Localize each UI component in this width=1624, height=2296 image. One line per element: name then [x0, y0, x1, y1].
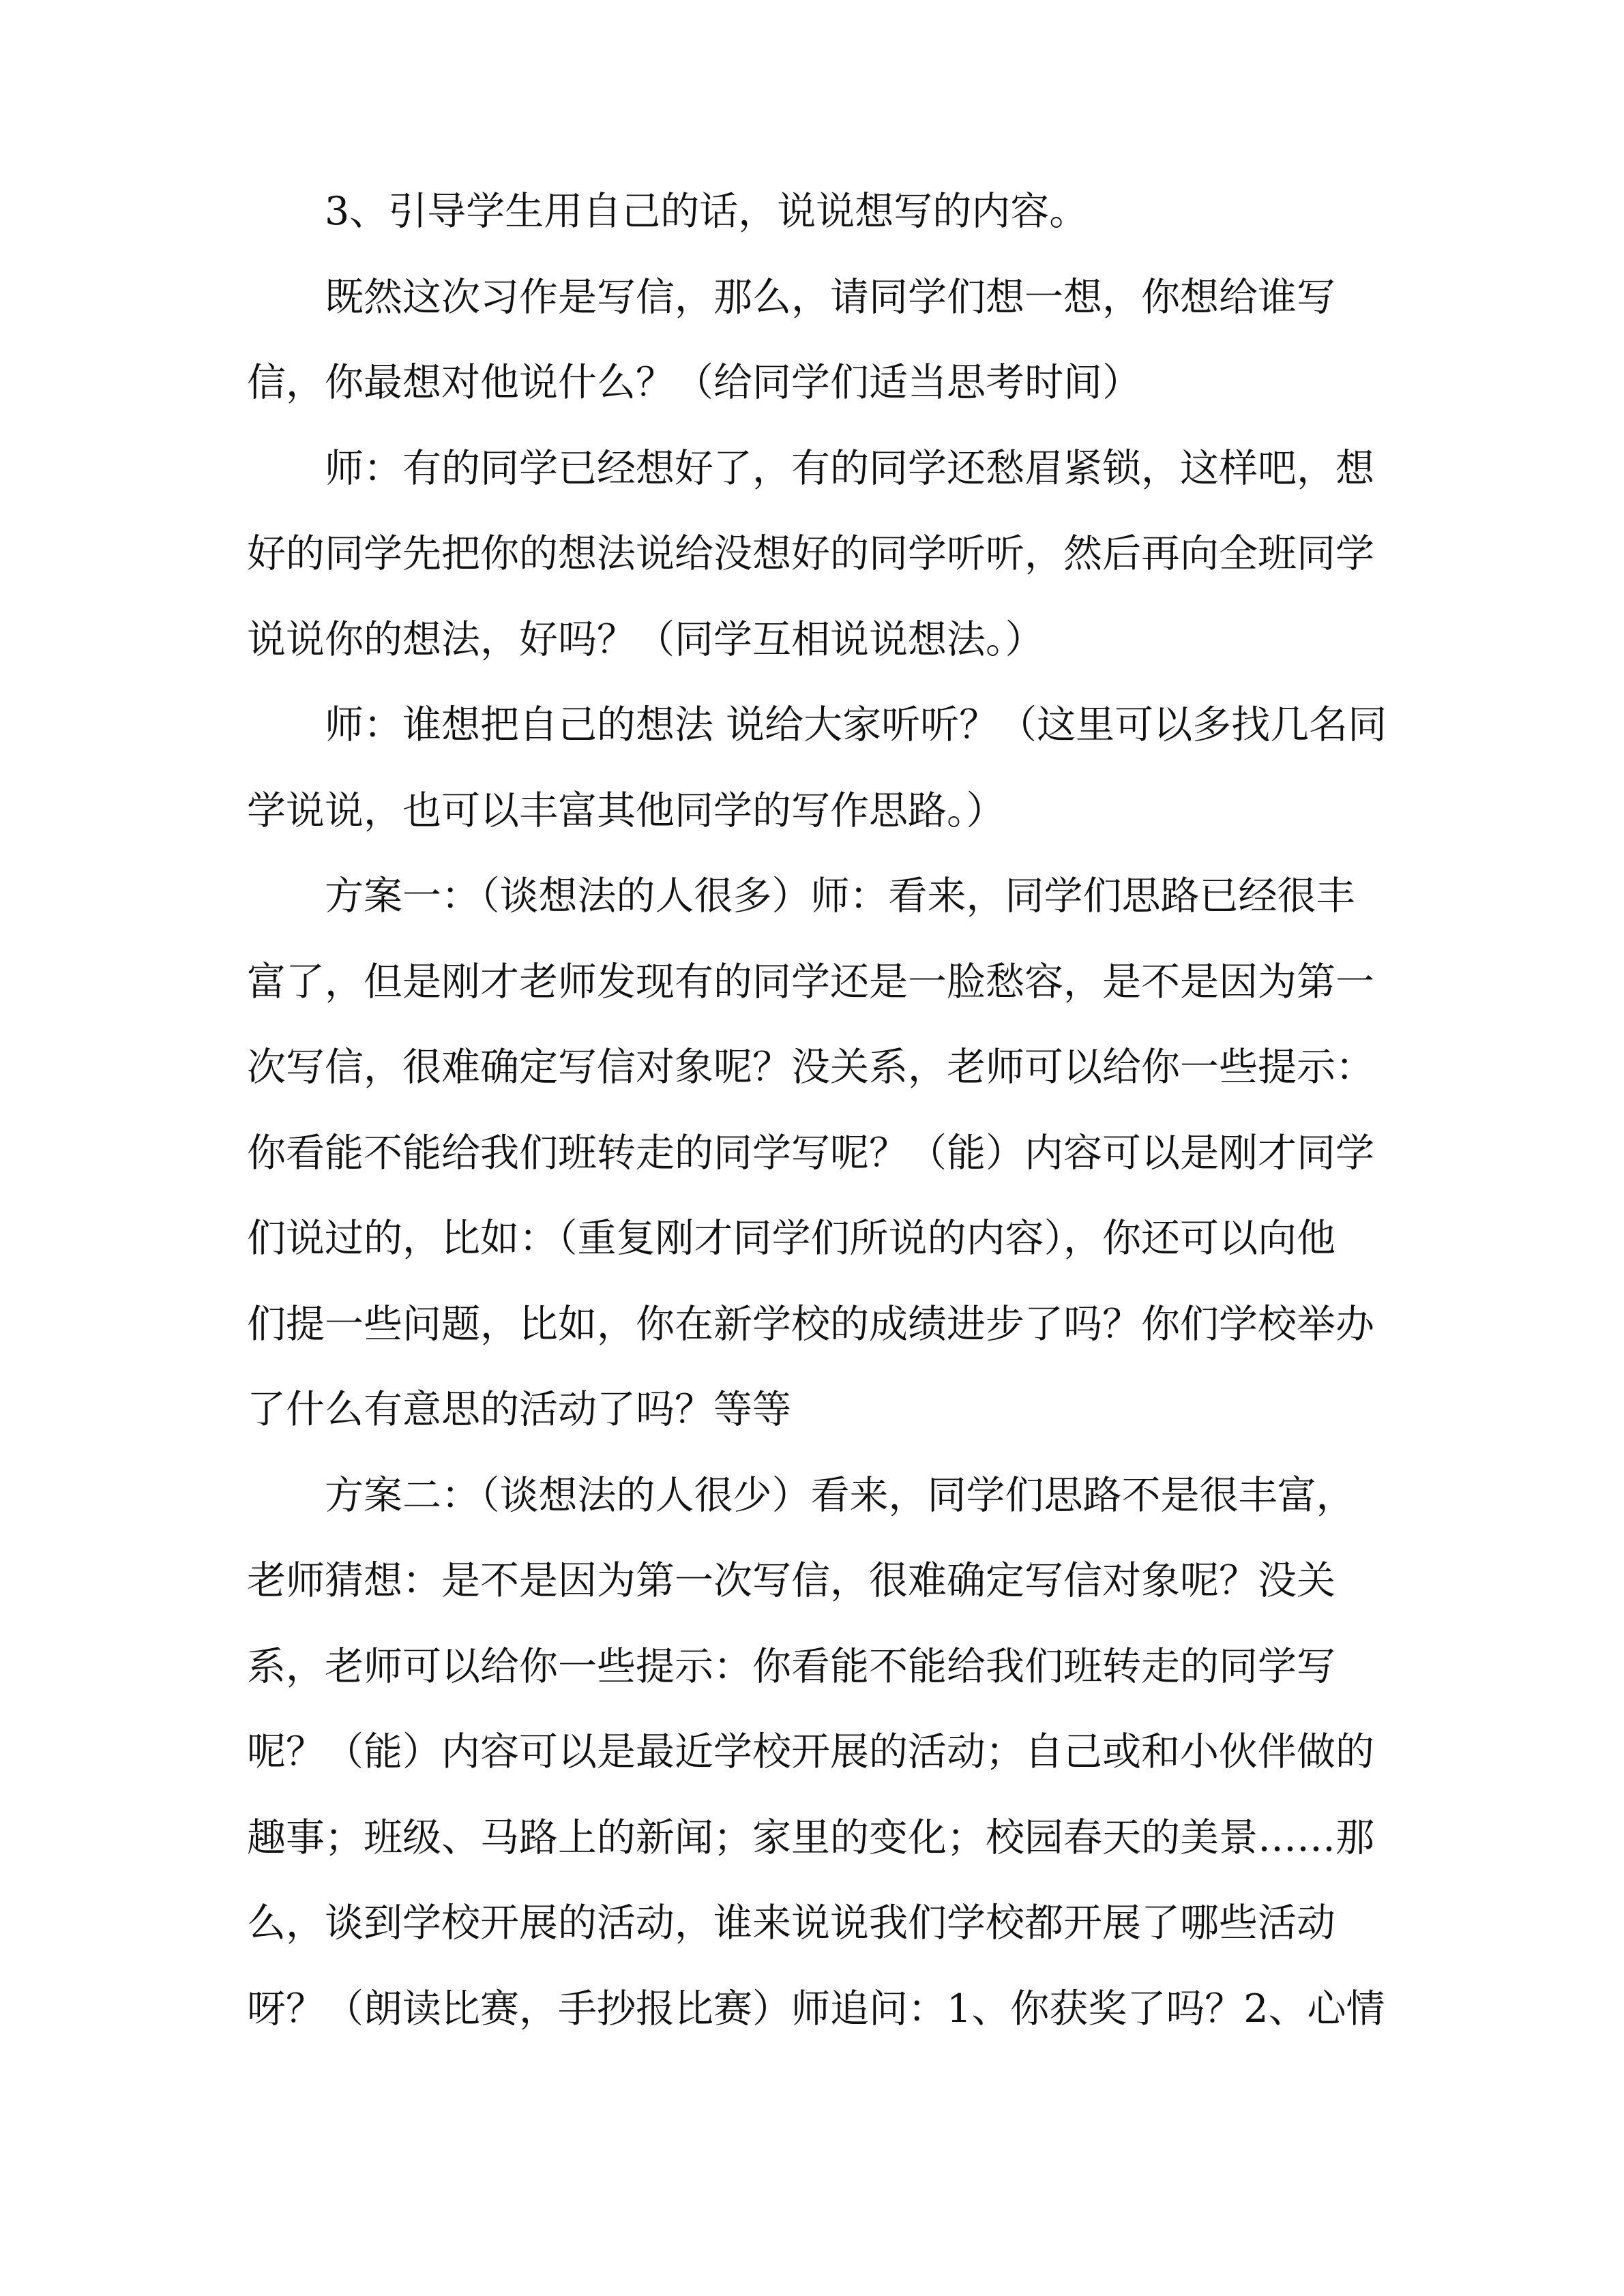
text-line: 方案二：（谈想法的人很少）看来，同学们思路不是很丰富，: [325, 1472, 1355, 1518]
text-line: 方案一：（谈想法的人很多）师：看来，同学们思路已经很丰: [325, 874, 1355, 919]
text-line: 了什么有意思的活动了吗？等等: [247, 1387, 791, 1432]
text-line: 师：谁想把自己的想法 说给大家听听？（这里可以多找几名同: [325, 702, 1387, 747]
text-line: 你看能不能给我们班转走的同学写呢？（能）内容可以是刚才同学: [247, 1130, 1374, 1176]
text-line: 系，老师可以给你一些提示：你看能不能给我们班转走的同学写: [247, 1643, 1335, 1689]
text-line: 信，你最想对他说什么？（给同学们适当思考时间）: [247, 360, 1141, 405]
text-line: 好的同学先把你的想法说给没想好的同学听听，然后再向全班同学: [247, 531, 1374, 576]
text-line: 说说你的想法，好吗？（同学互相说说想法。）: [247, 616, 1044, 662]
text-line: 呢？（能）内容可以是最近学校开展的活动；自己或和小伙伴做的: [247, 1729, 1374, 1774]
text-line: 富了，但是刚才老师发现有的同学还是一脸愁容，是不是因为第一: [247, 959, 1374, 1004]
text-line: 师：有的同学已经想好了，有的同学还愁眉紧锁，这样吧，想: [325, 445, 1374, 491]
document-body: [247, 169, 1393, 2052]
text-line: 次写信，很难确定写信对象呢？没关系，老师可以给你一些提示：: [247, 1045, 1374, 1090]
text-line: 们说过的，比如：（重复刚才同学们所说的内容），你还可以向他: [247, 1216, 1335, 1261]
text-line: 趣事；班级、马路上的新闻；家里的变化；校园春天的美景……那: [247, 1815, 1374, 1860]
text-line: 学说说，也可以丰富其他同学的写作思路。）: [247, 788, 1005, 833]
text-line: 们提一些问题，比如，你在新学校的成绩进步了吗？你们学校举办: [247, 1301, 1374, 1347]
text-line: 老师猜想：是不是因为第一次写信，很难确定写信对象呢？没关: [247, 1558, 1335, 1603]
text-line: 既然这次习作是写信，那么，请同学们想一想，你想给谁写: [325, 274, 1335, 320]
text-line: 3、引导学生用自己的话，说说想写的内容。: [325, 189, 1089, 234]
text-line: 呀？（朗读比赛，手抄报比赛）师追问：1、你获奖了吗？2、心情: [247, 1986, 1385, 2031]
text-line: 么，谈到学校开展的活动，谁来说说我们学校都开展了哪些活动: [247, 1900, 1335, 1945]
